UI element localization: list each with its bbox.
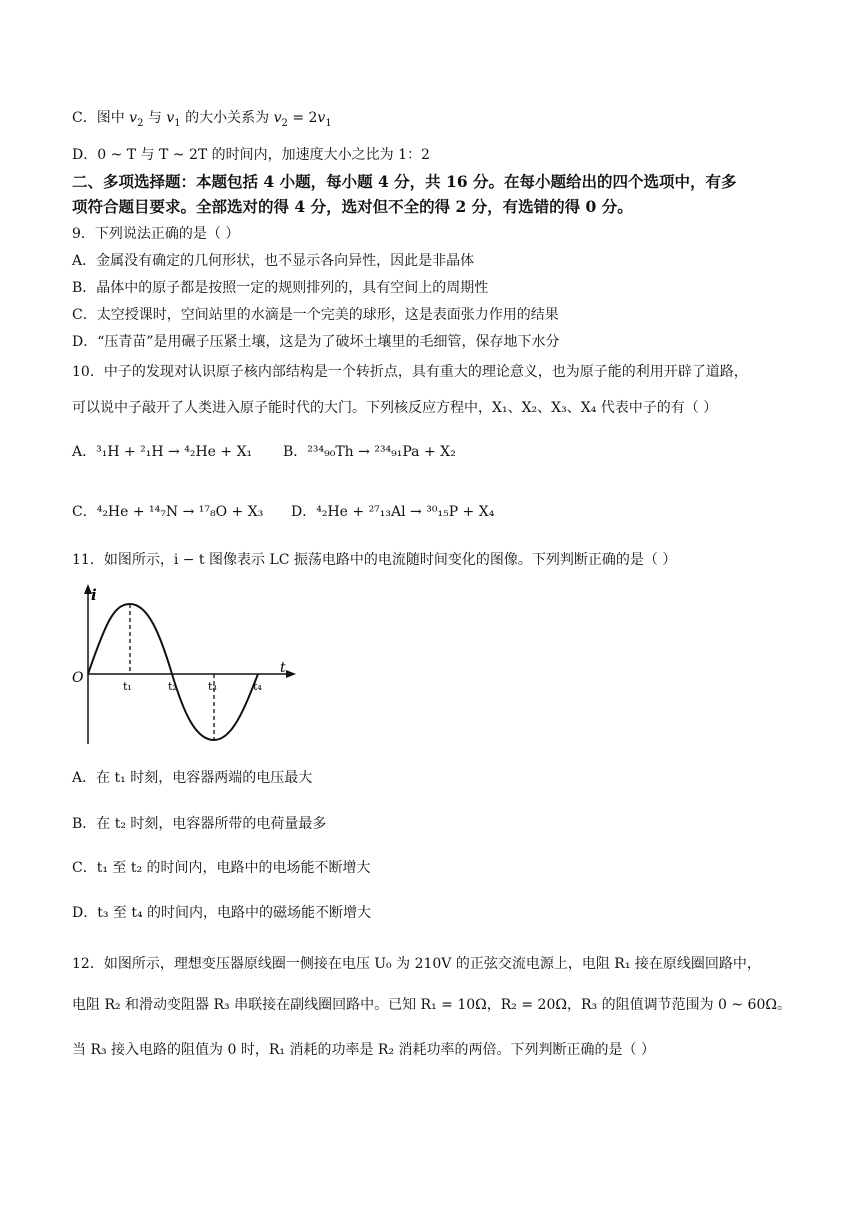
option-8d: D．0 ~ T 与 T ~ 2T 的时间内，加速度大小之比为 1：2 — [72, 147, 430, 163]
graph-t1-label: t₁ — [123, 680, 132, 693]
q9-stem: 9．下列说法正确的是（ ） — [72, 226, 240, 242]
graph-x-arrow — [286, 670, 296, 678]
q11-stem: 11．如图所示，i − t 图像表示 LC 振荡电路中的电流随时间变化的图像。下列判断正确的是（ ） — [72, 552, 677, 568]
section-2-header-line1: 二、多项选择题：本题包括 4 小题，每小题 4 分，共 16 分。在每小题给出的四个选项中，有多 — [72, 172, 737, 191]
q10-option-d: D．⁴₂He + ²⁷₁₃Al → ³⁰₁₅P + X₄ — [291, 504, 495, 520]
q9-option-c: C．太空授课时，空间站里的水滴是一个完美的球形，这是表面张力作用的结果 — [72, 307, 559, 323]
graph-t4-label: t₄ — [253, 680, 262, 693]
q10-option-c: C．⁴₂He + ¹⁴₇N → ¹⁷₈O + X₃ — [72, 504, 264, 520]
graph-origin-label: O — [72, 670, 84, 686]
q11-option-d: D．t₃ 至 t₄ 的时间内，电路中的磁场能不断增大 — [72, 905, 372, 921]
q11-option-c: C．t₁ 至 t₂ 的时间内，电路中的电场能不断增大 — [72, 860, 371, 876]
q9-option-d: D．“压青苗”是用碾子压紧土壤，这是为了破坏土壤里的毛细管，保存地下水分 — [72, 334, 560, 350]
q9-option-a: A．金属没有确定的几何形状，也不显示各向异性，因此是非晶体 — [72, 253, 475, 269]
option-8c: C．图中 $v_2$ 与 $v_1$ 的大小关系为 $v_2 = 2v_1$ — [72, 110, 332, 129]
lc-current-graph — [68, 582, 298, 746]
q10-option-a: A．³₁H + ²₁H → ⁴₂He + X₁ — [72, 444, 253, 460]
q10-option-b: B．²³⁴₉₀Th → ²³⁴₉₁Pa + X₂ — [283, 444, 456, 460]
graph-y-label: i — [91, 586, 97, 604]
q12-stem-line1: 12．如图所示，理想变压器原线圈一侧接在电压 U₀ 为 210V 的正弦交流电源上，电阻 R₁ 接在原线圈回路中， — [72, 956, 761, 972]
graph-x-label: t — [280, 660, 286, 676]
q11-option-b: B．在 t₂ 时刻，电容器所带的电荷量最多 — [72, 816, 327, 832]
graph-t2-label: t₂ — [168, 680, 177, 693]
graph-sine-curve — [88, 604, 258, 740]
q12-stem-line2: 电阻 R₂ 和滑动变阻器 R₃ 串联接在副线圈回路中。已知 R₁ = 10Ω，R₂ = 20Ω，R₃ 的阻值调节范围为 0 ~ 60Ω。 — [72, 997, 791, 1013]
q11-option-a: A．在 t₁ 时刻，电容器两端的电压最大 — [72, 770, 313, 786]
q12-stem-line3: 当 R₃ 接入电路的阻值为 0 时，R₁ 消耗的功率是 R₂ 消耗功率的两倍。下列判断正确的是（ ） — [72, 1042, 655, 1058]
q10-stem-line2: 可以说中子敲开了人类进入原子能时代的大门。下列核反应方程中，X₁、X₂、X₃、X₄ 代表中子的有（ ） — [72, 400, 718, 416]
graph-t3-label: t₃ — [208, 680, 217, 693]
q9-option-b: B．晶体中的原子都是按照一定的规则排列的，具有空间上的周期性 — [72, 280, 489, 296]
section-2-header-line2: 项符合题目要求。全部选对的得 4 分，选对但不全的得 2 分，有选错的得 0 分。 — [72, 197, 633, 216]
q10-stem-line1: 10．中子的发现对认识原子核内部结构是一个转折点，具有重大的理论意义，也为原子能的利用开辟了道路， — [72, 364, 748, 380]
